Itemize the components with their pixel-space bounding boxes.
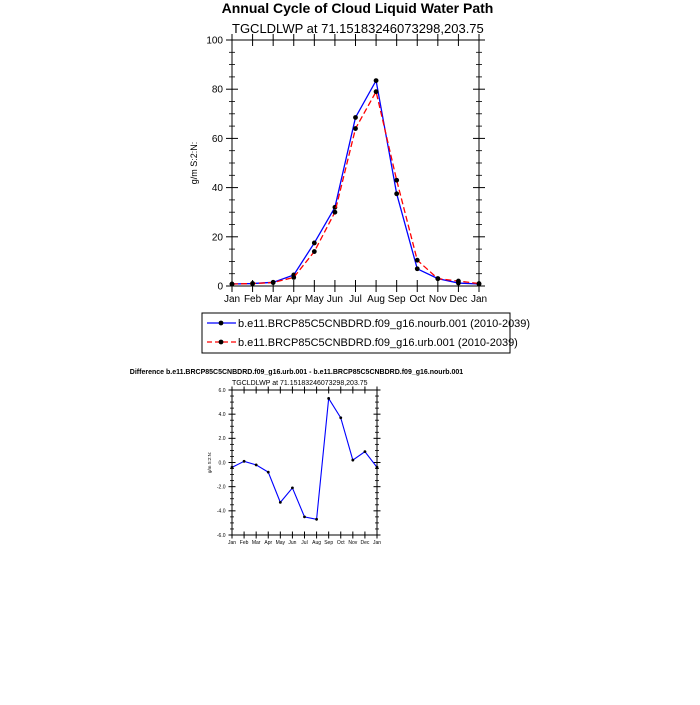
legend-label-0: b.e11.BRCP85C5CNBDRD.f09_g16.nourb.001 (2010-2039) xyxy=(238,318,531,330)
data-point xyxy=(415,266,420,271)
x-tick-label: May xyxy=(275,540,286,546)
x-tick-label: Jun xyxy=(288,540,297,546)
chart-subtitle: TGCLDLWP at 71.15183246073298,203.75 xyxy=(232,21,484,36)
y-tick-label: 0 xyxy=(217,281,223,293)
data-point xyxy=(394,191,399,196)
x-tick-label: Nov xyxy=(348,540,358,546)
x-tick-label: Aug xyxy=(312,540,322,546)
data-point xyxy=(351,459,354,462)
y-axis-label: g/m S:2:N: xyxy=(189,141,199,185)
data-point xyxy=(376,466,379,469)
data-point xyxy=(231,466,234,469)
legend-label-1: b.e11.BRCP85C5CNBDRD.f09_g16.urb.001 (2010-2039) xyxy=(238,337,518,349)
x-tick-label: Jul xyxy=(301,540,308,546)
data-point xyxy=(291,275,296,280)
series-line-0 xyxy=(232,398,377,519)
data-point xyxy=(435,276,440,281)
data-point xyxy=(250,281,255,286)
y-tick-label: 80 xyxy=(211,84,223,96)
data-point xyxy=(312,249,317,254)
x-tick-label: Dec xyxy=(449,294,468,305)
y-tick-label: 100 xyxy=(206,35,223,47)
data-point xyxy=(255,464,258,467)
x-tick-label: Sep xyxy=(387,294,406,305)
y-tick-label: 40 xyxy=(211,183,223,195)
x-tick-label: Sep xyxy=(324,540,334,546)
chart-0 xyxy=(189,0,530,353)
y-tick-label: 20 xyxy=(211,232,223,244)
x-tick-label: Mar xyxy=(251,540,261,546)
x-tick-label: Apr xyxy=(264,540,273,546)
x-tick-label: Apr xyxy=(285,294,302,305)
chart-title: Difference b.e11.BRCP85C5CNBDRD.f09_g16.urb.001 - b.e11.BRCP85C5CNBDRD.f09_g16.nourb.001 xyxy=(129,369,464,376)
plot-frame xyxy=(232,390,377,535)
chart-title: Annual Cycle of Cloud Liquid Water Path xyxy=(221,0,494,16)
data-point xyxy=(477,281,482,286)
data-point xyxy=(291,486,294,489)
data-point xyxy=(333,210,338,215)
data-point xyxy=(312,241,317,246)
y-tick-label: -4.0 xyxy=(216,508,226,515)
x-tick-label: Oct xyxy=(409,294,426,305)
x-tick-label: May xyxy=(304,294,324,305)
x-tick-label: Mar xyxy=(264,294,282,305)
data-point xyxy=(315,518,318,521)
data-point xyxy=(394,178,399,183)
x-tick-label: Jan xyxy=(227,540,237,546)
data-point xyxy=(271,280,276,285)
x-tick-label: Aug xyxy=(367,294,385,305)
data-point xyxy=(353,126,358,131)
y-axis-label: g/m S:2:N: xyxy=(207,451,212,474)
y-tick-label: -2.0 xyxy=(216,484,226,491)
x-tick-label: Dec xyxy=(360,540,370,546)
x-tick-label: Jun xyxy=(326,294,343,305)
data-point xyxy=(353,115,358,120)
y-tick-label: 60 xyxy=(211,133,223,145)
data-point xyxy=(243,460,246,463)
x-tick-label: Jul xyxy=(349,294,362,305)
data-point xyxy=(279,501,282,504)
legend-marker-1 xyxy=(219,340,224,345)
y-tick-label: 2.0 xyxy=(218,436,226,443)
x-tick-label: Nov xyxy=(428,294,447,305)
data-point xyxy=(456,279,461,284)
series-line-1 xyxy=(232,92,479,284)
x-tick-label: Feb xyxy=(243,294,262,305)
data-point xyxy=(327,397,330,400)
x-tick-label: Feb xyxy=(239,540,249,546)
chart-subtitle: TGCLDLWP at 71.15183246073298,203.75 xyxy=(232,380,368,387)
data-point xyxy=(267,471,270,474)
legend-marker-0 xyxy=(219,321,224,326)
y-tick-label: 4.0 xyxy=(218,411,226,418)
chart-1 xyxy=(130,369,463,546)
y-tick-label: 6.0 xyxy=(218,387,226,394)
data-point xyxy=(374,89,379,94)
data-point xyxy=(415,258,420,263)
data-point xyxy=(374,78,379,83)
x-tick-label: Oct xyxy=(336,540,345,546)
x-tick-label: Jan xyxy=(223,294,241,305)
data-point xyxy=(364,450,367,453)
x-tick-label: Jan xyxy=(372,540,382,546)
y-tick-label: 0.0 xyxy=(218,460,226,467)
data-point xyxy=(339,416,342,419)
y-tick-label: -6.0 xyxy=(216,532,226,539)
x-tick-label: Jan xyxy=(470,294,488,305)
series-line-0 xyxy=(232,81,479,284)
plot-frame xyxy=(232,40,479,286)
data-point xyxy=(303,515,306,518)
data-point xyxy=(230,282,235,287)
